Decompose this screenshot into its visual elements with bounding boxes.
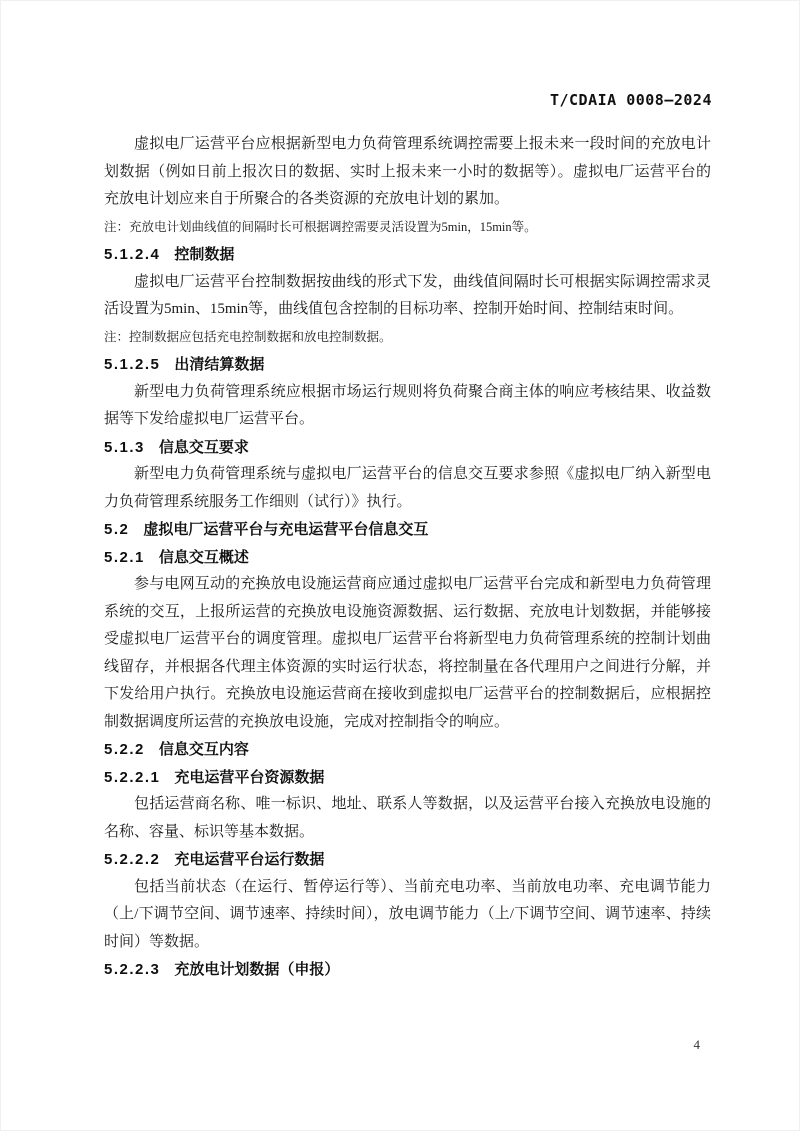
section-title: 出清结算数据 [174, 356, 265, 373]
section-title: 信息交互要求 [158, 438, 249, 456]
section-number: 5.2.2 [104, 741, 145, 758]
paragraph: 新型电力负荷管理系统与虚拟电厂运营平台的信息交互要求参照《虚拟电厂纳入新型电力负荷管理系统服务工作细则（试行）》执行。 [104, 466, 711, 510]
section-number: 5.2 [104, 521, 130, 538]
paragraph: 包括当前状态（在运行、暂停运行等）、当前充电功率、当前放电功率、充电调节能力（上/下调节空间、调节速率、持续时间），放电调节能力（上/下调节空间、调节速率、持续时间）等数据。 [104, 878, 711, 950]
section-title: 充电运营平台资源数据 [174, 768, 325, 786]
section-heading [104, 516, 711, 544]
section-title: 充电运营平台运行数据 [174, 851, 325, 868]
paragraph: 参与电网互动的充换放电设施运营商应通过虚拟电厂运营平台完成和新型电力负荷管理系统的交互，上报所运营的充换放电设施资源数据、运行数据、充放电计划数据，并能够接受虚拟电厂运营平台的调度管理。虚拟电厂运营平台将新型电力负荷管理系统的控制计划曲线留存，并根据各代理主体资源的实时运行状态，将控制量在各代理用户之间进行分解，并下发给用户执行。充换放电设施运营商在接收到虚拟电厂运营平台的控制数据后，应根据控制数据调度所运营的充换放电设施，完成对控制指令的响应。 [104, 576, 711, 730]
section-heading [104, 351, 711, 379]
section-title: 控制数据 [174, 246, 235, 263]
paragraph: 虚拟电厂运营平台应根据新型电力负荷管理系统调控需要上报未来一段时间的充放电计划数据（例如日前上报次日的数据、实时上报未来一小时的数据等）。虚拟电厂运营平台的充放电计划应来自于所聚合的各类资源的充放电计划的累加。 [104, 136, 711, 207]
section-number: 5.2.2.1 [104, 768, 161, 786]
section-heading [104, 241, 711, 269]
section-title: 信息交互概述 [158, 548, 249, 566]
section-heading [104, 736, 711, 764]
section-heading [104, 764, 711, 792]
section-number: 5.2.1 [104, 548, 145, 566]
section-heading [104, 434, 711, 462]
section-title: 虚拟电厂运营平台与充电运营平台信息交互 [143, 521, 429, 538]
section-number: 5.1.2.4 [104, 246, 161, 263]
section-number: 5.2.2.3 [104, 961, 161, 978]
paragraph: 包括运营商名称、唯一标识、地址、联系人等数据，以及运营平台接入充换放电设施的名称、容量、标识等基本数据。 [104, 796, 711, 840]
document-body [104, 131, 711, 984]
note: 注：控制数据应包括充电控制数据和放电控制数据。 [104, 329, 392, 344]
section-title: 信息交互内容 [158, 741, 249, 758]
document-code: T/CDAIA 0008—2024 [549, 91, 712, 109]
section-heading [104, 956, 711, 984]
section-heading [104, 846, 711, 874]
section-number: 5.1.2.5 [104, 356, 161, 373]
section-number: 5.1.3 [104, 438, 145, 456]
section-number: 5.2.2.2 [104, 851, 161, 868]
paragraph: 新型电力负荷管理系统应根据市场运行规则将负荷聚合商主体的响应考核结果、收益数据等下发给虚拟电厂运营平台。 [104, 383, 711, 427]
section-title: 充放电计划数据（申报） [174, 961, 340, 978]
paragraph: 虚拟电厂运营平台控制数据按曲线的形式下发，曲线值间隔时长可根据实际调控需求灵活设置为5min、15min等，曲线值包含控制的目标功率、控制开始时间、控制结束时间。 [104, 273, 711, 317]
page-number: 4 [693, 1037, 700, 1052]
note: 注：充放电计划曲线值的间隔时长可根据调控需要灵活设置为5min，15min等。 [104, 219, 537, 234]
section-heading [104, 544, 711, 572]
